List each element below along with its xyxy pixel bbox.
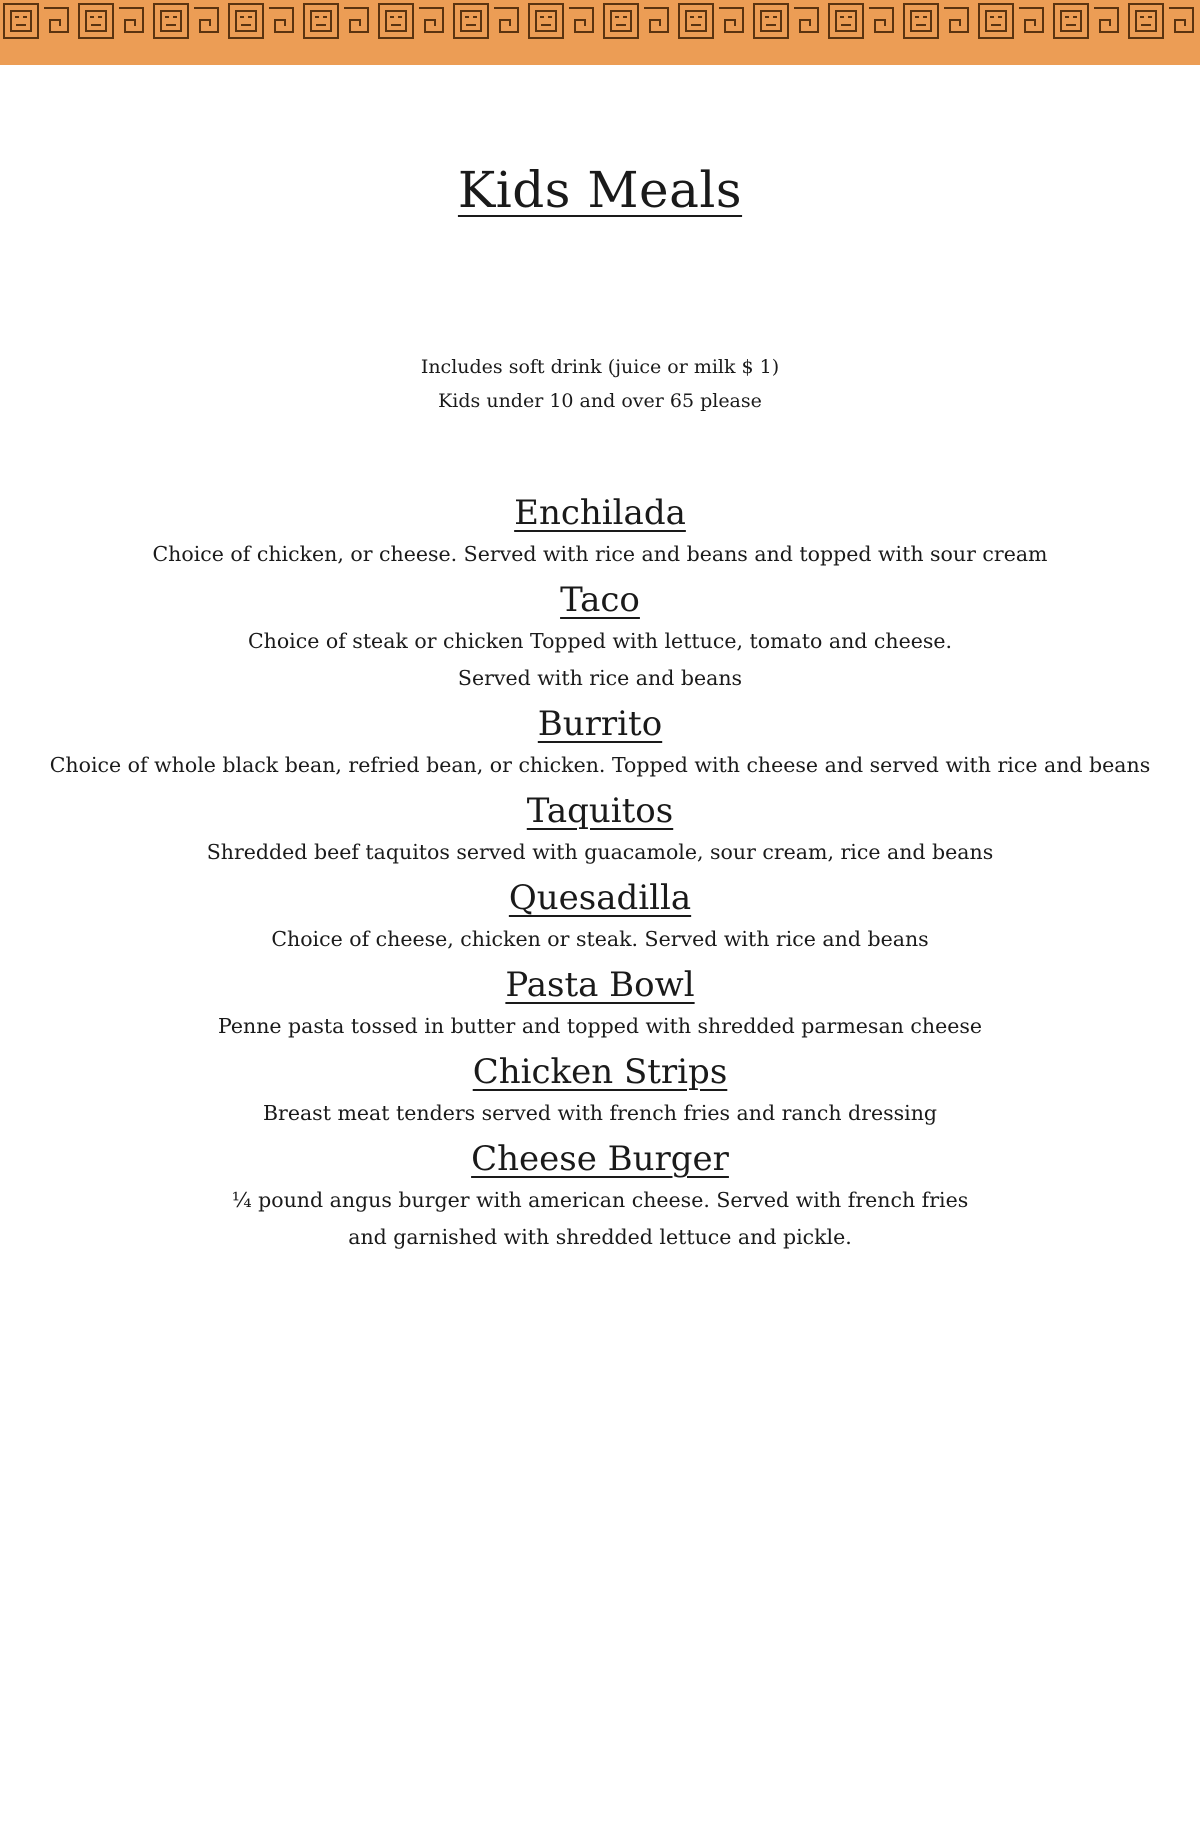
menu-item-quesadilla xyxy=(0,875,1200,958)
menu-item-description: Choice of whole black bean, refried bean, or chicken. Topped with cheese and served with rice and beans xyxy=(49,753,1151,777)
aztec-tile xyxy=(1054,4,1118,38)
menu-item-chicken-strips xyxy=(0,1049,1200,1132)
aztec-tile xyxy=(679,4,743,38)
menu-item-pasta-bowl xyxy=(0,962,1200,1045)
menu-item-description: Breast meat tenders served with french fries and ranch dressing xyxy=(262,1101,938,1125)
menu-item-name: Chicken Strips xyxy=(472,1052,728,1092)
aztec-tile xyxy=(379,4,443,38)
menu-item-description: Choice of steak or chicken Topped with lettuce, tomato and cheese. xyxy=(247,629,953,653)
menu-item-name: Cheese Burger xyxy=(471,1139,729,1179)
menu-item-name: Pasta Bowl xyxy=(505,965,695,1005)
menu-item-cheese-burger xyxy=(0,1136,1200,1256)
aztec-tile xyxy=(154,4,218,38)
menu-item-description-line-2: Served with rice and beans xyxy=(457,666,743,690)
aztec-pattern-border xyxy=(0,0,1200,65)
aztec-tile xyxy=(229,4,293,38)
menu-item-taquitos xyxy=(0,788,1200,871)
menu-item-name: Taquitos xyxy=(526,791,674,831)
meal-notes xyxy=(0,350,1200,418)
menu-item-description: ¼ pound angus burger with american cheese. Served with french fries xyxy=(231,1188,969,1212)
menu-item-description: Choice of cheese, chicken or steak. Served with rice and beans xyxy=(271,927,929,951)
aztec-tile xyxy=(4,4,68,38)
menu-item-taco xyxy=(0,577,1200,697)
aztec-tile xyxy=(79,4,143,38)
menu-item-description-line-2: and garnished with shredded lettuce and pickle. xyxy=(348,1225,852,1249)
menu-item-name: Taco xyxy=(560,580,640,620)
menu-item-description: Shredded beef taquitos served with guacamole, sour cream, rice and beans xyxy=(206,840,994,864)
aztec-tile xyxy=(754,4,818,38)
age-note: Kids under 10 and over 65 please xyxy=(438,390,762,412)
page-title xyxy=(0,160,1200,220)
aztec-tile xyxy=(829,4,893,38)
menu-item-name: Enchilada xyxy=(514,493,686,533)
aztec-tile xyxy=(1129,4,1193,38)
menu-item-description: Penne pasta tossed in butter and topped with shredded parmesan cheese xyxy=(218,1014,982,1038)
aztec-tile xyxy=(529,4,593,38)
menu-item-name: Burrito xyxy=(537,704,663,744)
menu-item-enchilada xyxy=(0,490,1200,573)
menu-item-burrito xyxy=(0,701,1200,784)
aztec-pattern-border-art xyxy=(0,0,1200,65)
menu-item-description: Choice of chicken, or cheese. Served with rice and beans and topped with sour cream xyxy=(152,542,1048,566)
aztec-tile xyxy=(304,4,368,38)
menu-page xyxy=(0,65,1200,1835)
menu-item-name: Quesadilla xyxy=(508,878,692,918)
aztec-tile xyxy=(454,4,518,38)
page-title-text: Kids Meals xyxy=(457,161,743,219)
menu-list xyxy=(0,490,1200,1260)
aztec-tile xyxy=(979,4,1043,38)
aztec-tile xyxy=(604,4,668,38)
soft-drink-note: Includes soft drink (juice or milk $ 1) xyxy=(420,356,780,378)
aztec-tile xyxy=(904,4,968,38)
